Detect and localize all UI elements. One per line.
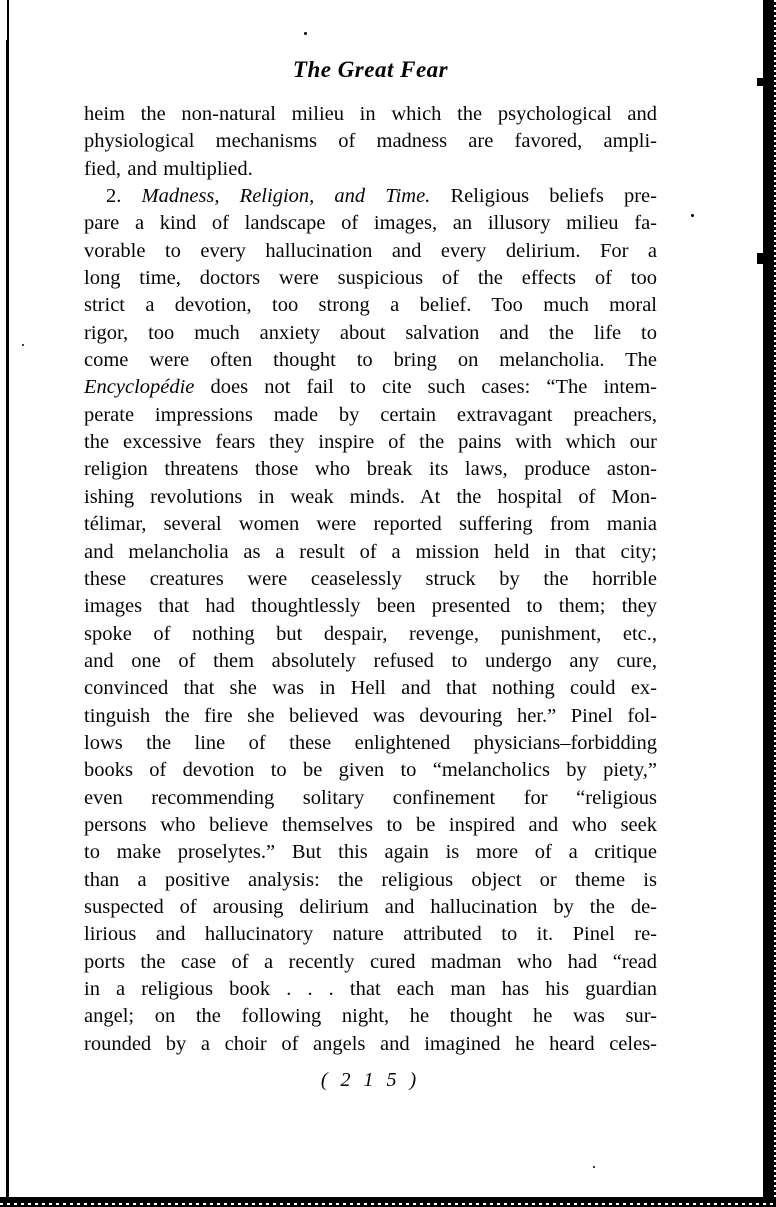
body-text	[84, 101, 657, 1058]
scan-artifact-speck	[691, 214, 694, 217]
text-line: fied, and multiplied.	[84, 157, 253, 180]
text-line: vorable to every hallucination and every delirium. For a	[84, 239, 657, 262]
running-head: The Great Fear	[292, 57, 449, 82]
text-line: in a religious book . . . that each man has his guardian	[84, 978, 657, 1000]
text-line: persons who believe themselves to be inspired and who seek	[84, 813, 657, 836]
text-line: rounded by a choir of angels and imagined he heard celes-	[84, 1032, 657, 1055]
scan-artifact-notch	[757, 78, 763, 86]
text-line: religion threatens those who break its laws, produce aston-	[84, 458, 657, 481]
text-line: strict a devotion, too strong a belief. Too much moral	[84, 294, 657, 317]
text-line: even recommending solitary confinement for “religious	[84, 786, 657, 809]
text-line: convinced that she was in Hell and that nothing could ex-	[84, 677, 657, 700]
scan-left-edge-line-top	[7, 0, 9, 45]
text-line: spoke of nothing but despair, revenge, punishment, etc.,	[84, 622, 657, 645]
text-line: lirious and hallucinatory nature attributed to it. Pinel re-	[84, 923, 657, 946]
text-line: than a positive analysis: the religious object or theme is	[84, 868, 657, 891]
text-line: pare a kind of landscape of images, an illusory milieu fa-	[84, 212, 657, 235]
text-line: long time, doctors were suspicious of the effects of too	[84, 267, 657, 290]
page-number: ( 2 1 5 )	[320, 1069, 421, 1091]
scan-artifact-speck	[304, 32, 307, 35]
scan-artifact-speck	[22, 344, 24, 346]
text-line: heim the non-natural milieu in which the psychological and	[84, 103, 657, 125]
text-line: and one of them absolutely refused to undergo any cure,	[84, 649, 657, 672]
text-line: ishing revolutions in weak minds. At the hospital of Mon-	[84, 485, 657, 508]
scan-left-edge-line	[6, 40, 9, 1207]
text-line: come were often thought to bring on melancholia. The	[84, 349, 657, 372]
text-line: 2. Madness, Religion, and Time. Religious beliefs pre-	[106, 185, 657, 208]
text-line: suspected of arousing delirium and hallucination by the de-	[84, 895, 657, 918]
text-line: and melancholia as a result of a mission held in that city;	[84, 540, 657, 563]
text-line: books of devotion to be given to “melancholics by piety,”	[84, 759, 657, 782]
text-line: lows the line of these enlightened physicians–forbidding	[84, 731, 657, 754]
text-line: perate impressions made by certain extravagant preachers,	[84, 403, 657, 426]
text-line: the excessive fears they inspire of the pains with which our	[84, 431, 657, 454]
text-line: rigor, too much anxiety about salvation and the life to	[84, 321, 657, 344]
text-line: these creatures were ceaselessly struck by the horrible	[84, 567, 657, 590]
scan-artifact-notch	[757, 253, 763, 264]
text-line: Encyclopédie does not fail to cite such cases: “The intem-	[84, 376, 657, 399]
text-line: physiological mechanisms of madness are favored, ampli-	[84, 130, 657, 153]
scan-right-edge-bar	[763, 0, 776, 1207]
scan-bottom-edge-dashes	[0, 1203, 776, 1205]
text-line: angel; on the following night, he thought he was sur-	[84, 1005, 657, 1028]
scan-artifact-speck	[593, 1166, 595, 1168]
text-line: images that had thoughtlessly been presented to them; they	[84, 595, 657, 618]
text-line: télimar, several women were reported suffering from mania	[84, 513, 657, 536]
scan-bottom-edge-bar	[0, 1197, 776, 1207]
text-line: tinguish the fire she believed was devouring her.” Pinel fol-	[84, 704, 657, 727]
text-line: ports the case of a recently cured madman who had “read	[84, 950, 657, 973]
text-line: to make proselytes.” But this again is more of a critique	[84, 841, 657, 864]
